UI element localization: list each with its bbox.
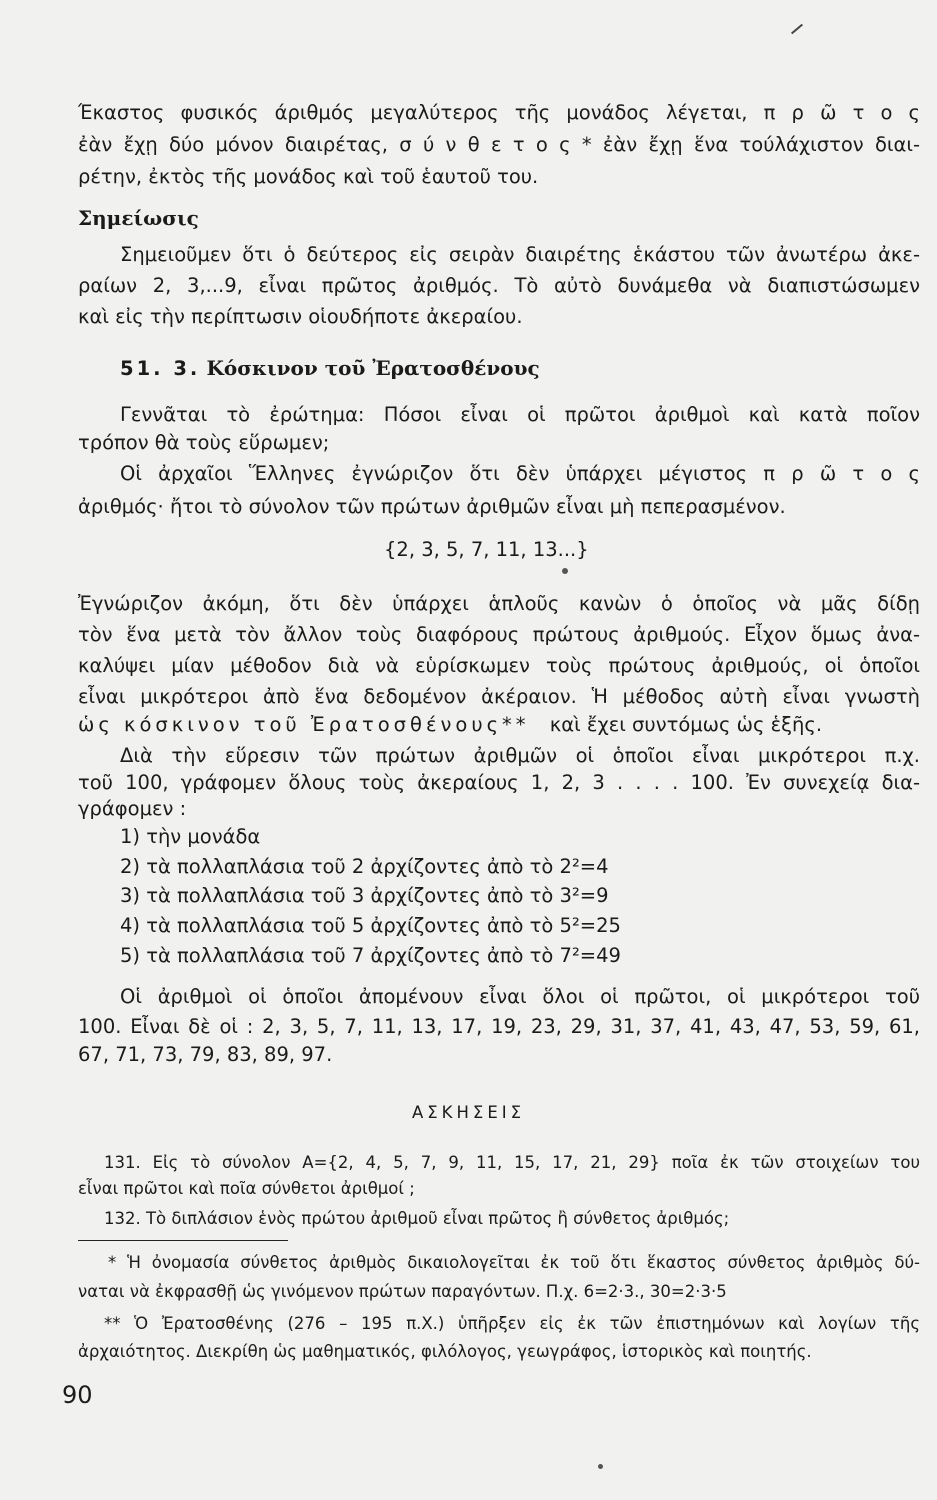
result-line-3: 67, 71, 73, 79, 83, 89, 97. — [78, 1043, 333, 1066]
intro-line-2: ἐὰν ἔχῃ δύο μόνον διαιρέτας, σ ύ ν θ ε τ ο ς * ἐὰν ἔχῃ ἕνα τούλάχιστον διαι- — [78, 133, 920, 156]
footnote-2-line-2: ἀρχαιότητος. Διεκρίθη ὡς μαθηματικός, φιλόλογος, γεωγράφος, ἱστορικὸς καὶ ποιητής. — [78, 1342, 812, 1361]
step-2: 2) τὰ πολλαπλάσια τοῦ 2 ἀρχίζοντες ἀπὸ τὸ 2²=4 — [120, 855, 609, 878]
section-heading — [120, 353, 540, 384]
exercise-132: 132. Τὸ διπλάσιον ἑνὸς πρώτου ἀριθμοῦ εἶναι πρῶτος ἢ σύνθετος ἀριθμός; — [104, 1209, 730, 1228]
ink-speck — [562, 568, 568, 574]
pencil-mark — [791, 24, 803, 35]
body-p3-line-5 — [78, 710, 822, 740]
result-line-1: Οἱ ἀριθμοὶ οἱ ὁποῖοι ἀπομένουν εἶναι ὅλοι οἱ πρῶτοι, οἱ μικρότεροι τοῦ — [120, 985, 920, 1008]
body-p2-line-2: ἀριθμός· ἤτοι τὸ σύνολον τῶν πρώτων ἀριθμῶν εἶναι μὴ πεπερασμένον. — [78, 495, 786, 518]
intro-line-1: Έκαστος φυσικός άριθμός μεγαλύτερος τῆς μονάδος λέγεται, π ρ ῶ τ ο ς — [78, 101, 920, 124]
primes-set: {2, 3, 5, 7, 11, 13...} — [384, 538, 589, 561]
footnote-rule — [78, 1240, 288, 1241]
section-number: 51. 3. — [120, 357, 201, 380]
intro-line-3: ρέτην, ἐκτὸς τῆς μονάδος καὶ τοῦ ἑαυτοῦ του. — [78, 165, 539, 188]
body-p2-line-1: Οἱ ἀρχαῖοι Ἕλληνες ἐγνώριζον ὅτι δὲν ὑπάρχει μέγιστος π ρ ῶ τ ο ς — [120, 462, 920, 485]
exercises-heading: ΑΣΚΗΣΕΙΣ — [411, 1103, 526, 1122]
note-line-1: Σημειοῦμεν ὅτι ὁ δεύτερος εἰς σειρὰν διαιρέτης ἑκάστου τῶν ἀνωτέρω ἀκε- — [120, 243, 920, 266]
sieve-term-rest: καὶ ἔχει συντόμως ὡς ἑξῆς. — [549, 713, 823, 736]
exercise-131-line-1: 131. Εἰς τὸ σύνολον Α={2, 4, 5, 7, 9, 11, 15, 17, 21, 29} ποῖα ἐκ τῶν στοιχείων του — [104, 1153, 920, 1172]
note-line-2: ραίων 2, 3,...9, εἶναι πρῶτος ἀριθμός. Τὸ αὐτὸ δυνάμεθα νὰ διαπιστώσωμεν — [78, 274, 920, 297]
exercise-131-line-2: εἶναι πρῶτοι καὶ ποῖα σύνθετοι ἀριθμοί ; — [78, 1179, 415, 1198]
body-p3-line-3: καλύψει μίαν μέθοδον διὰ νὰ εὑρίσκωμεν τοὺς πρώτους ἀριθμούς, οἱ ὁποῖοι — [78, 654, 920, 677]
step-3: 3) τὰ πολλαπλάσια τοῦ 3 ἀρχίζοντες ἀπὸ τὸ 3²=9 — [120, 884, 609, 907]
note-heading: Σημείωσις — [78, 206, 199, 230]
sieve-term: ὡς κόσκινον τοῦ Ἐρατοσθένους** — [78, 713, 530, 736]
step-5: 5) τὰ πολλαπλάσια τοῦ 7 ἀρχίζοντες ἀπὸ τὸ 7²=49 — [120, 944, 621, 967]
body-p1-line-1: Γεννᾶται τὸ ἐρώτημα: Πόσοι εἶναι οἱ πρῶτοι ἀριθμοὶ καὶ κατὰ ποῖον — [120, 403, 920, 426]
note-line-3: καὶ εἰς τὴν περίπτωσιν οἱουδήποτε ἀκεραίου. — [78, 305, 523, 328]
body-p3-line-4: εἶναι μικρότεροι ἀπὸ ἕνα δεδομένον ἀκέραιον. Ἡ μέθοδος αὐτὴ εἶναι γνωστὴ — [78, 685, 920, 708]
body-p4-line-2: τοῦ 100, γράφομεν ὅλους τοὺς ἀκεραίους 1, 2, 3 . . . . 100. Ἐν συνεχείᾳ δια- — [78, 771, 920, 794]
footnote-2-line-1: ** Ὁ Ἐρατοσθένης (276 – 195 π.Χ.) ὑπῆρξεν εἰς ἐκ τῶν ἐπιστημόνων καὶ λογίων τῆς — [104, 1314, 920, 1333]
ink-speck-bottom — [598, 1464, 603, 1469]
body-p1-line-2: τρόπον θὰ τοὺς εὕρωμεν; — [78, 431, 330, 454]
footnote-1-line-2: ναται νὰ ἐκφρασθῇ ὡς γινόμενον πρώτων παραγόντων. Π.χ. 6=2·3., 30=2·3·5 — [78, 1282, 727, 1301]
step-4: 4) τὰ πολλαπλάσια τοῦ 5 ἀρχίζοντες ἀπὸ τὸ 5²=25 — [120, 914, 621, 937]
result-line-2: 100. Εἶναι δὲ οἱ : 2, 3, 5, 7, 11, 13, 17, 19, 23, 29, 31, 37, 41, 43, 47, 53, 59, 61, — [78, 1015, 920, 1038]
page-number: 90 — [62, 1381, 93, 1409]
body-p3-line-2: τὸν ἕνα μετὰ τὸν ἄλλον τοὺς διαφόρους πρώτους ἀριθμούς. Εἶχον ὅμως ἀνα- — [78, 623, 920, 646]
body-p4-line-3: γράφομεν : — [78, 797, 187, 820]
body-p3-line-1: Ἐγνώριζον ἀκόμη, ὅτι δὲν ὑπάρχει ἁπλοῦς κανὼν ὁ ὁποῖος νὰ μᾶς δίδῃ — [78, 592, 920, 615]
step-1: 1) τὴν μονάδα — [120, 825, 261, 848]
body-p4-line-1: Διὰ τὴν εὕρεσιν τῶν πρώτων ἀριθμῶν οἱ ὁποῖοι εἶναι μικρότεροι π.χ. — [120, 744, 920, 767]
section-title: Κόσκινον τοῦ Ἐρατοσθένους — [206, 356, 540, 380]
footnote-1-line-1: * Ἡ ὀνομασία σύνθετος ἀριθμὸς δικαιολογεῖται ἐκ τοῦ ὅτι ἕκαστος σύνθετος ἀριθμὸς δύ- — [108, 1253, 920, 1272]
